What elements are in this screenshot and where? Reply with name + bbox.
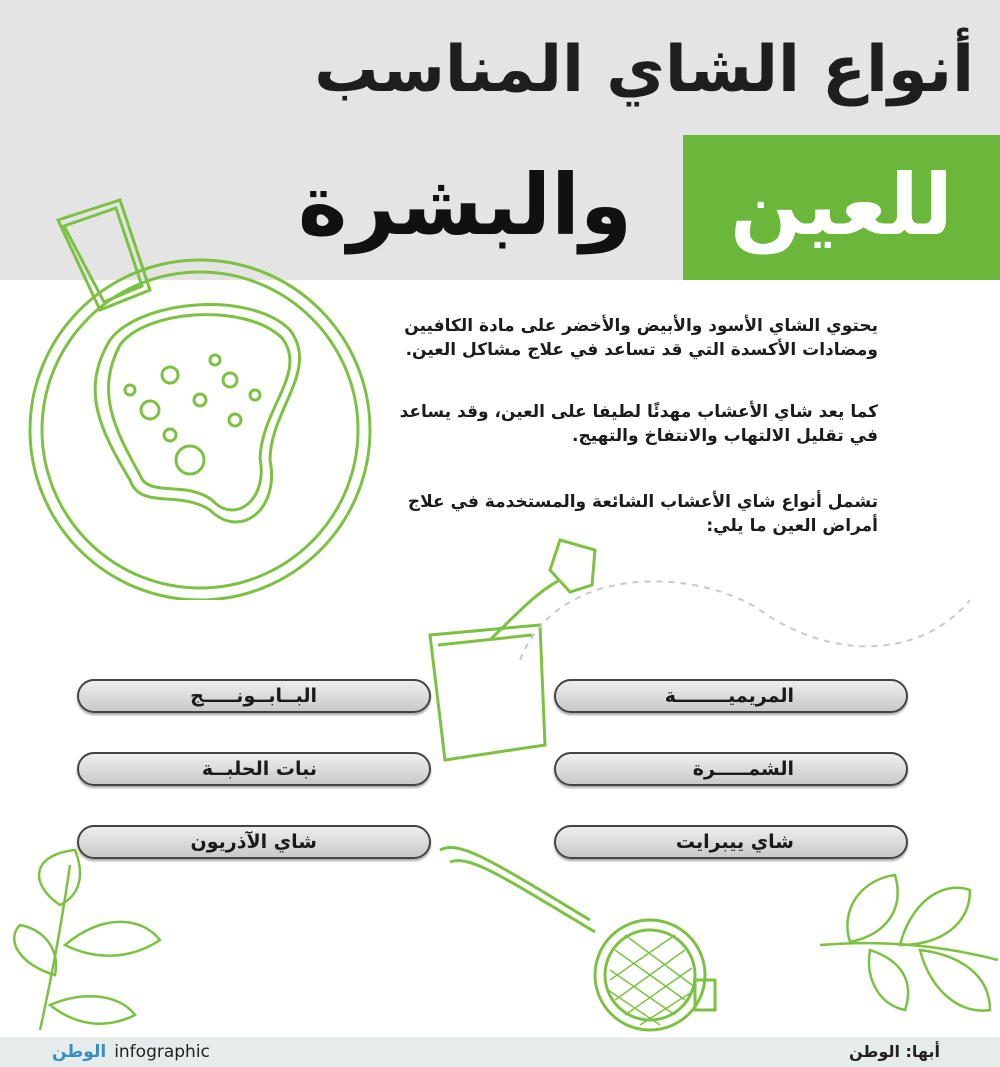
infographic-label: infographic — [114, 1042, 210, 1062]
title-line-2: والبشرة — [297, 156, 633, 254]
tea-type-calendula: شاي الآذريون — [77, 825, 431, 859]
title-line-1: أنواع الشاي المناسب — [314, 33, 974, 107]
tea-types-intro: تشمل أنواع شاي الأعشاب الشائعة والمستخدمة في علاج أمراض العين ما يلي: — [407, 492, 878, 536]
tea-type-fenugreek: نبات الحلبــة — [77, 752, 431, 786]
tea-type-chamomile: البــابــونـــــج — [77, 679, 431, 713]
mint-leaves-right — [810, 850, 1000, 1035]
herbal-tea-paragraph: كما يعد شاي الأعشاب مهدئًا لطيفا على العين، وقد يساعد في تقليل الالتهاب والانتفاخ والتهيج. — [399, 402, 878, 446]
footer-source: أبها: الوطن — [848, 1042, 940, 1061]
footer-brand — [52, 1038, 210, 1066]
tea-type-fennel: الشمـــــرة — [554, 752, 908, 786]
tea-type-eyebright: شاي ييبرايت — [554, 825, 908, 859]
brand-logo: الوطن — [52, 1042, 107, 1062]
mint-leaves-left — [0, 845, 170, 1035]
intro-paragraph: يحتوي الشاي الأسود والأبيض والأخضر على مادة الكافيين ومضادات الأكسدة التي قد تساعد في علاج مشاكل العين. — [404, 316, 878, 360]
tea-strainer-illustration — [430, 840, 730, 1040]
title-highlight: للعين — [729, 156, 954, 254]
tea-type-sage: المريميــــــــة — [554, 679, 908, 713]
